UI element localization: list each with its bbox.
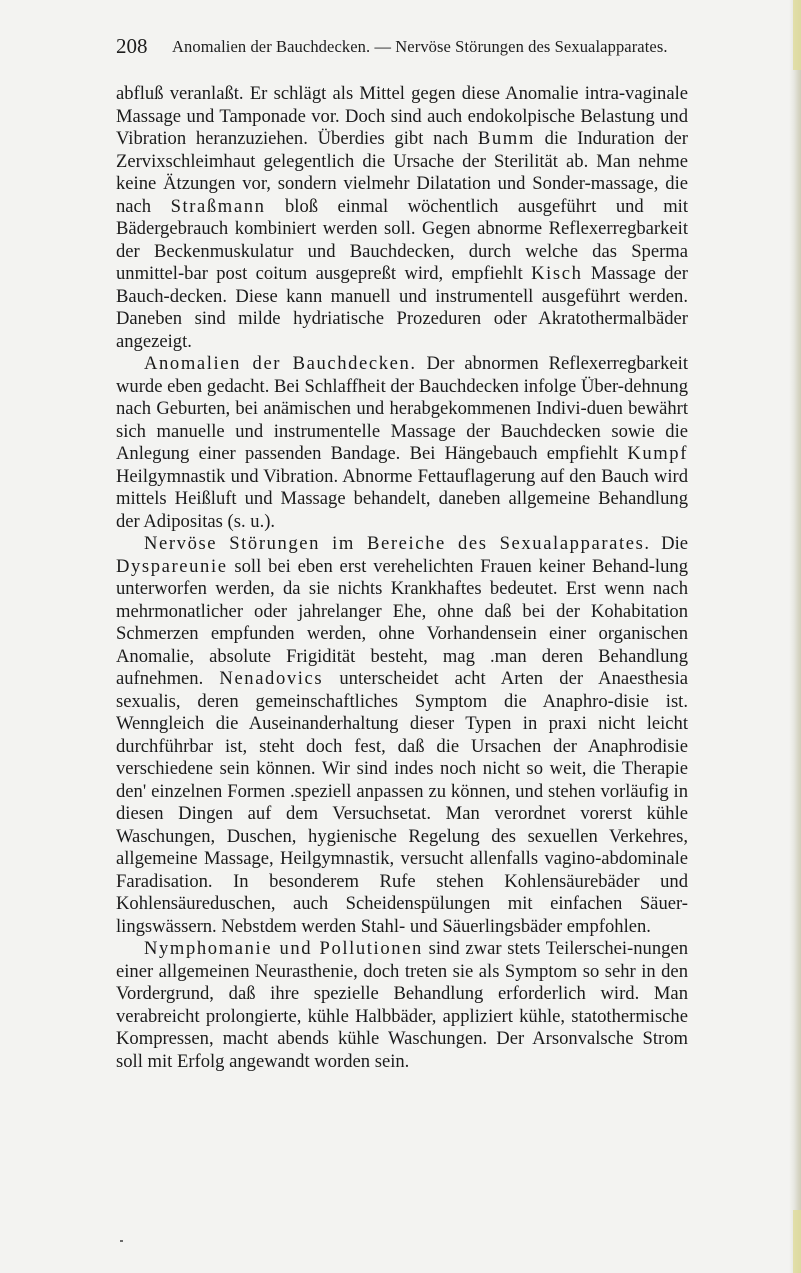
spaced-term: Nymphomanie und Pollutionen (144, 938, 423, 959)
spaced-term: Anomalien der Bauchdecken. (144, 353, 417, 374)
paragraph (116, 353, 688, 533)
page-header (116, 34, 686, 62)
spaced-term: Bumm (477, 128, 535, 149)
stray-ink-mark (120, 1240, 123, 1242)
spaced-term: Dyspareunie (116, 555, 228, 577)
paragraph (116, 533, 688, 938)
text-run: abfluß veranlaßt. Er schlägt als Mittel gegen diese Anomalie intra-vaginale Massage und Tamponade vor. Doch sind auch endokolpische Belastung und Vibration heranzuziehen. Überdies gibt nach (116, 83, 688, 149)
text-run: die Induration der Zervixschleimhaut gelegentlich die Ursache der Sterilität ab. Man nehme keine Ätzungen vor, sondern vielmehr Dilatation und Sonder-massage, die nach (116, 128, 689, 217)
spaced-term: Straßmann (170, 195, 266, 217)
spaced-term: Nenadovics (219, 668, 324, 689)
spaced-term: Nervöse Störungen im Bereiche des Sexualapparates. (144, 533, 651, 554)
text-run: sind zwar stets Teilerschei-nungen einer allgemeinen Neurasthenie, doch treten sie als Symptom so sehr in den Vordergrund, daß ihre spezielle Behandlung erforderlich wird. Man verabreicht prolongierte, kühle Halbbäder, appliziert kühle, statothermische Kompressen, macht abends kühle Waschungen. Der Arsonvalsche Strom soll mit Erfolg angewandt worden sein. (116, 938, 688, 1072)
paragraph (116, 83, 688, 353)
text-run: Der abnormen Reflexerregbarkeit wurde eben gedacht. Bei Schlaffheit der Bauchdecken infolge Über-dehnung nach Geburten, bei anämischen und herabgekommenen Indivi-duen bewährt sich manuelle und instrumentelle Massage der Bauchdecken sowie die Anlegung einer passenden Bandage. Bei Hängebauch empfiehlt (116, 353, 688, 464)
text-run: Die (650, 533, 688, 554)
spaced-term: Kisch (531, 263, 583, 284)
page-edge-highlight (793, 1210, 801, 1273)
page-edge-highlight (793, 0, 801, 70)
text-run: unterscheidet acht Arten der Anaesthesia sexualis, deren gemeinschaftliches Symptom die Anaphro-disie ist. Wenngleich die Auseinanderhaltung dieser Typen in praxi nicht leicht durchführbar ist, steht doch fest, daß die Ursachen der Anaphrodisie verschiedene sein können. Wir sind indes noch nicht so weit, die Therapie den' einzelnen Formen .speziell anpassen zu können, und stehen vorläufig in diesen Dingen auf dem Versuchsetat. Man verordnet vorerst kühle Waschungen, Duschen, hygienische Regelung des sexuellen Verkehres, allgemeine Massage, Heilgymnastik, versucht allenfalls vagino-abdominale Faradisation. In besonderem Rufe stehen Kohlensäurebäder und Kohlensäureduschen, auch Scheidenspülungen mit einfachen Säuer-lingswässern. Nebstdem werden Stahl- und Säuerlingsbäder empfohlen. (116, 668, 688, 937)
body-text (116, 83, 688, 1073)
paragraph (116, 938, 688, 1073)
spaced-term: Kumpf (627, 443, 688, 464)
text-run: soll bei eben erst verehelichten Frauen keiner Behand-lung unterworfen werden, da sie nichts Krankhaftes bedeutet. Erst wenn nach mehrmonatlicher oder jahrelanger Ehe, ohne daß bei der Kohabitation Schmerzen empfunden werden, ohne Vorhandensein einer organischen Anomalie, absolute Frigidität besteht, mag .man deren Behandlung aufnehmen. (116, 555, 688, 689)
page-edge-shadow (789, 0, 801, 1273)
running-title: Anomalien der Bauchdecken. — Nervöse Störungen des Sexualapparates. (172, 37, 668, 56)
text-run: Heilgymnastik und Vibration. Abnorme Fettauflagerung auf den Bauch wird mittels Heißluft und Massage behandelt, daneben allgemeine Behandlung der Adipositas (s. u.). (116, 465, 688, 532)
text-run: bloß einmal wöchentlich ausgeführt und mit Bädergebrauch kombiniert werden soll. Gegen abnorme Reflexerregbarkeit der Beckenmuskulatur und Bauchdecken, durch welche das Sperma unmittel-bar post coitum ausgepreßt wird, empfiehlt (116, 195, 688, 284)
text-run: Massage der Bauch-decken. Diese kann manuell und instrumentell ausgeführt werden. Daneben sind milde hydriatische Prozeduren oder Akratothermalbäder angezeigt. (116, 263, 688, 352)
page-number: 208 (116, 34, 148, 58)
